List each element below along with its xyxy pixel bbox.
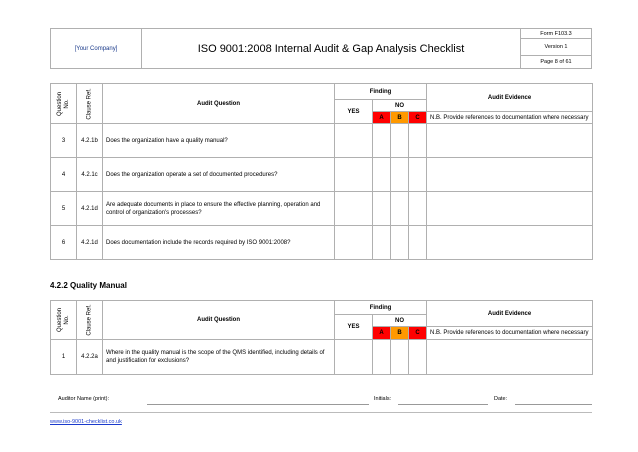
table-row	[51, 340, 593, 375]
audit-evidence-header: Audit Evidence	[427, 301, 593, 327]
auditor-name-label: Auditor Name (print):	[58, 396, 110, 402]
company-name: [Your Company]	[51, 29, 142, 69]
evidence-cell[interactable]	[427, 158, 593, 192]
evidence-note: N.B. Provide references to documentation where necessary	[427, 327, 593, 340]
table-row	[51, 226, 593, 260]
finding-header: Finding	[335, 84, 427, 100]
document-header	[50, 28, 592, 69]
question-number: 5	[51, 192, 77, 226]
clause-ref: 4.2.1d	[77, 226, 103, 260]
yes-header: YES	[335, 315, 373, 340]
yes-cell[interactable]	[335, 124, 373, 158]
clause-ref: 4.2.1c	[77, 158, 103, 192]
auditor-name-field[interactable]	[147, 404, 369, 405]
question-text: Does the organization operate a set of documented procedures?	[103, 158, 335, 192]
table-row	[51, 192, 593, 226]
grade-c-header: C	[409, 327, 427, 340]
clause-ref: 4.2.1b	[77, 124, 103, 158]
checklist-table-2	[50, 300, 593, 375]
initials-label: Initials:	[374, 396, 392, 402]
audit-evidence-header: Audit Evidence	[427, 84, 593, 112]
c-cell[interactable]	[409, 158, 427, 192]
question-number: 6	[51, 226, 77, 260]
grade-a-header: A	[373, 112, 391, 124]
yes-cell[interactable]	[335, 340, 373, 375]
grade-c-header: C	[409, 112, 427, 124]
evidence-cell[interactable]	[427, 124, 593, 158]
question-text: Are adequate documents in place to ensure the effective planning, operation and control of organization's processes?	[103, 192, 335, 226]
date-label: Date:	[494, 396, 508, 402]
a-cell[interactable]	[373, 192, 391, 226]
table-row	[51, 158, 593, 192]
a-cell[interactable]	[373, 124, 391, 158]
question-no-header: Question No.	[51, 301, 77, 340]
yes-header: YES	[335, 100, 373, 124]
b-cell[interactable]	[391, 340, 409, 375]
question-text: Where in the quality manual is the scope of the QMS identified, including details of and justification for exclusions?	[103, 340, 335, 375]
c-cell[interactable]	[409, 124, 427, 158]
c-cell[interactable]	[409, 340, 427, 375]
a-cell[interactable]	[373, 340, 391, 375]
checklist-table-1	[50, 83, 593, 260]
question-text: Does documentation include the records required by ISO 9001:2008?	[103, 226, 335, 260]
evidence-cell[interactable]	[427, 192, 593, 226]
evidence-note: N.B. Provide references to documentation where necessary	[427, 112, 593, 124]
section-heading: 4.2.2 Quality Manual	[50, 281, 127, 290]
yes-cell[interactable]	[335, 158, 373, 192]
grade-a-header: A	[373, 327, 391, 340]
c-cell[interactable]	[409, 192, 427, 226]
finding-header: Finding	[335, 301, 427, 315]
clause-ref-header: Clause Ref.	[77, 301, 103, 340]
initials-field[interactable]	[398, 404, 488, 405]
a-cell[interactable]	[373, 226, 391, 260]
clause-ref-header: Clause Ref.	[77, 84, 103, 124]
question-number: 4	[51, 158, 77, 192]
version-label: Version 1	[521, 39, 592, 56]
b-cell[interactable]	[391, 192, 409, 226]
b-cell[interactable]	[391, 226, 409, 260]
grade-b-header: B	[391, 327, 409, 340]
yes-cell[interactable]	[335, 226, 373, 260]
question-no-header: Question No.	[51, 84, 77, 124]
evidence-cell[interactable]	[427, 340, 593, 375]
audit-question-header: Audit Question	[103, 84, 335, 124]
evidence-cell[interactable]	[427, 226, 593, 260]
a-cell[interactable]	[373, 158, 391, 192]
no-header: NO	[373, 315, 427, 327]
page-number: Page 8 of 61	[521, 56, 592, 69]
date-field[interactable]	[515, 404, 592, 405]
question-text: Does the organization have a quality manual?	[103, 124, 335, 158]
document-title: ISO 9001:2008 Internal Audit & Gap Analysis Checklist	[142, 29, 521, 69]
c-cell[interactable]	[409, 226, 427, 260]
audit-question-header: Audit Question	[103, 301, 335, 340]
footer-divider	[50, 412, 592, 413]
website-link[interactable]: www.iso-9001-checklist.co.uk	[50, 419, 122, 425]
form-number: Form F103.3	[521, 29, 592, 39]
question-number: 3	[51, 124, 77, 158]
b-cell[interactable]	[391, 124, 409, 158]
no-header: NO	[373, 100, 427, 112]
clause-ref: 4.2.1d	[77, 192, 103, 226]
question-number: 1	[51, 340, 77, 375]
grade-b-header: B	[391, 112, 409, 124]
yes-cell[interactable]	[335, 192, 373, 226]
b-cell[interactable]	[391, 158, 409, 192]
clause-ref: 4.2.2a	[77, 340, 103, 375]
table-row	[51, 124, 593, 158]
